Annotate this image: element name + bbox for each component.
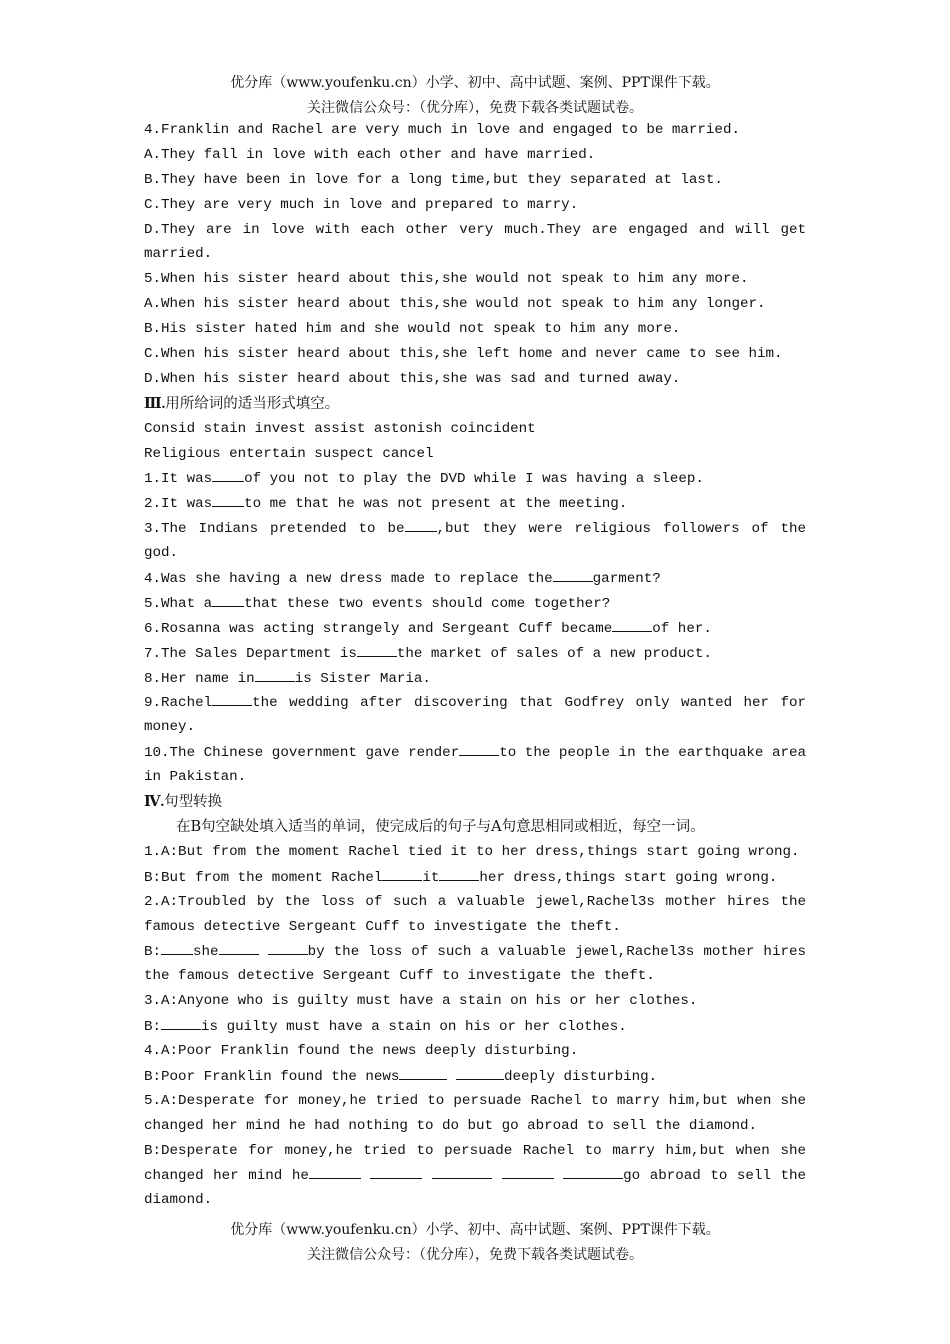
answer-blank: [357, 641, 397, 657]
answer-blank: [309, 1163, 361, 1179]
answer-blank: [268, 939, 308, 955]
fill-q9-line2: money.: [144, 719, 196, 736]
section-4-numeral: Ⅳ.: [144, 794, 165, 811]
transform-q5-b-line3: diamond.: [144, 1192, 213, 1209]
fill-q3: 3.The Indians pretended to be ,but they were religious followers of the: [144, 516, 806, 541]
answer-blank: [399, 1064, 447, 1080]
header-line-2: 关注微信公众号：（优分库），免费下载各类试题试卷。: [307, 100, 643, 116]
answer-blank: [405, 516, 437, 532]
word-bank-line-1: Consid stain invest assist astonish coincident: [144, 420, 536, 437]
transform-q5-b-line2: changed her mind he go abroad to sell the: [144, 1163, 806, 1188]
answer-blank: [212, 491, 244, 507]
transform-q1-b: B:But from the moment Rachel it her dress,things start going wrong.: [144, 865, 806, 890]
q5-option-b: B.His sister hated him and she would not speak to him any more.: [144, 321, 681, 338]
transform-q5-a-line2: changed her mind he had nothing to do but go abroad to sell the diamond.: [144, 1117, 757, 1134]
q5-option-a: A.When his sister heard about this,she would not speak to him any longer.: [144, 296, 766, 313]
fill-q2: 2.It was to me that he was not present at the meeting.: [144, 491, 806, 516]
fill-q6: 6.Rosanna was acting strangely and Sergeant Cuff became of her.: [144, 616, 806, 641]
q4-option-a: A.They fall in love with each other and have married.: [144, 146, 596, 163]
fill-q1: 1.It was of you not to play the DVD while I was having a sleep.: [144, 466, 806, 491]
transform-q5-a-line1: 5.A:Desperate for money,he tried to persuade Rachel to marry him,but when she: [144, 1092, 806, 1109]
q5-stem: 5.When his sister heard about this,she would not speak to him any more.: [144, 271, 749, 288]
transform-q2-b-line2: the famous detective Sergeant Cuff to investigate the theft.: [144, 968, 655, 985]
section-4-instruction: 在B句空缺处填入适当的单词，使完成后的句子与A句意思相同或相近，每空一词。: [176, 818, 705, 835]
fill-q9: 9.Rachel the wedding after discovering that Godfrey only wanted her for: [144, 690, 806, 715]
transform-q4-b: B:Poor Franklin found the news deeply disturbing.: [144, 1064, 806, 1089]
answer-blank: [212, 591, 244, 607]
answer-blank: [553, 566, 593, 582]
answer-blank: [370, 1163, 422, 1179]
answer-blank: [212, 690, 252, 706]
answer-blank: [456, 1064, 504, 1080]
fill-q8: 8.Her name in is Sister Maria.: [144, 666, 806, 691]
section-3-title: 用所给词的适当形式填空。: [165, 395, 340, 412]
header-line-1: 优分库（www.youfenku.cn）小学、初中、高中试题、案例、PPT课件下载。: [230, 75, 720, 91]
fill-q5: 5.What a that these two events should come together?: [144, 591, 806, 616]
answer-blank: [161, 939, 193, 955]
document-body: [144, 118, 806, 1213]
answer-blank: [255, 666, 295, 682]
answer-blank: [459, 740, 499, 756]
answer-blank: [563, 1163, 623, 1179]
transform-q3-b: B: is guilty must have a stain on his or her clothes.: [144, 1014, 806, 1039]
section-3-numeral: Ⅲ.: [144, 395, 166, 412]
fill-q7: 7.The Sales Department is the market of sales of a new product.: [144, 641, 806, 666]
q5-option-d: D.When his sister heard about this,she was sad and turned away.: [144, 370, 681, 387]
answer-blank: [439, 865, 479, 881]
section-4-title: 句型转换: [164, 794, 223, 811]
fill-q10-line2: in Pakistan.: [144, 769, 247, 786]
transform-q4-a: 4.A:Poor Franklin found the news deeply disturbing.: [144, 1042, 579, 1059]
section-3-heading: [144, 392, 806, 417]
answer-blank: [212, 466, 244, 482]
answer-blank: [161, 1014, 201, 1030]
transform-q5-b-line1: B:Desperate for money,he tried to persuade Rachel to marry him,but when she: [144, 1142, 806, 1159]
answer-blank: [432, 1163, 492, 1179]
transform-q2-a-line1: 2.A:Troubled by the loss of such a valuable jewel,Rachel3s mother hires the: [144, 893, 806, 910]
transform-q3-a: 3.A:Anyone who is guilty must have a stain on his or her clothes.: [144, 993, 698, 1010]
q4-option-c: C.They are very much in love and prepared to marry.: [144, 196, 579, 213]
transform-q1-a: 1.A:But from the moment Rachel tied it to her dress,things start going wrong.: [144, 843, 800, 860]
q4-option-b: B.They have been in love for a long time,but they separated at last.: [144, 171, 723, 188]
fill-q10: 10.The Chinese government gave render to the people in the earthquake area: [144, 740, 806, 765]
q4-option-d-line1: D.They are in love with each other very much.They are engaged and will get: [144, 221, 806, 238]
transform-q2-b-line1: B: she by the loss of such a valuable jewel,Rachel3s mother hires: [144, 939, 806, 964]
answer-blank: [612, 616, 652, 632]
answer-blank: [502, 1163, 554, 1179]
answer-blank: [382, 865, 422, 881]
q4-option-d-line2: married.: [144, 246, 213, 263]
fill-q4: 4.Was she having a new dress made to replace the garment?: [144, 566, 806, 591]
answer-blank: [219, 939, 259, 955]
section-4-heading: [144, 790, 806, 815]
footer-line-2: 关注微信公众号：（优分库），免费下载各类试题试卷。: [307, 1247, 643, 1263]
transform-q2-a-line2: famous detective Sergeant Cuff to investigate the theft.: [144, 918, 621, 935]
word-bank-line-2: Religious entertain suspect cancel: [144, 445, 434, 462]
q5-option-c: C.When his sister heard about this,she left home and never came to see him.: [144, 346, 783, 363]
q4-stem: 4.Franklin and Rachel are very much in love and engaged to be married.: [144, 122, 740, 138]
footer-line-1: 优分库（www.youfenku.cn）小学、初中、高中试题、案例、PPT课件下载。: [230, 1222, 720, 1238]
fill-q3-line2: god.: [144, 545, 179, 562]
